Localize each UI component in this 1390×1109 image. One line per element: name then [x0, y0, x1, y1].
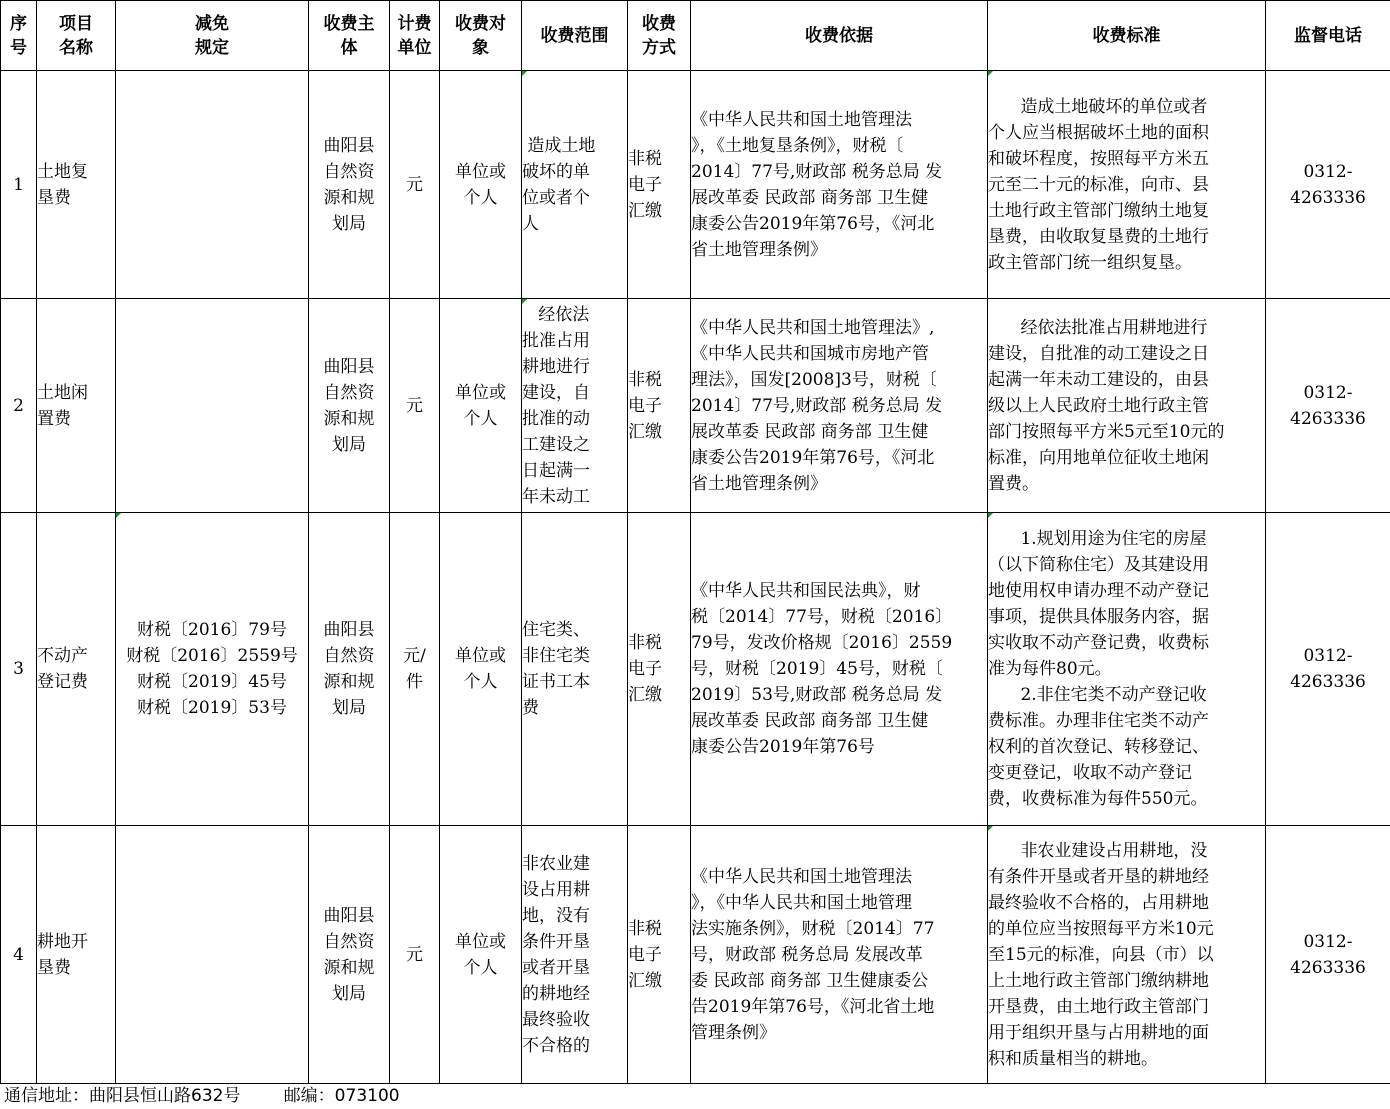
- row-standard: 经依法批准占用耕地进行 建设，自批准的动工建设之日 起满一年未动工建设的，由县 级以上人民政府土地行政主管 部门按照每平方米5元至10元的 标准，向用地单位征收土地闲 置费。: [988, 299, 1266, 513]
- header-method: 收费 方式: [628, 1, 691, 71]
- row-scope: 住宅类、 非住宅类 证书工本 费: [522, 513, 628, 826]
- table-row: [1, 826, 1390, 1084]
- header-name: 项目 名称: [37, 1, 116, 71]
- header-seq: 序 号: [1, 1, 37, 71]
- row-seq: 1: [1, 71, 37, 299]
- footer-postcode: 邮编：073100: [283, 1086, 400, 1106]
- cell-marker: [988, 71, 993, 76]
- row-basis: 《中华人民共和国土地管理法》, 《中华人民共和国城市房地产管 理法》，国发[2008]3号，财税〔 2014〕77号,财政部 税务总局 发 展改革委 民政部 商务部 卫生健 康委公告2019年第76号，《河北 省土地管理条例》: [691, 299, 988, 513]
- header-scope: 收费范围: [522, 1, 628, 71]
- row-target: 单位或 个人: [440, 299, 522, 513]
- row-collector: 曲阳县 自然资 源和规 划局: [309, 299, 390, 513]
- row-scope: 经依法 批准占用 耕地进行 建设，自 批准的动 工建设之 日起满一 年未动工: [522, 299, 628, 513]
- cell-marker: [988, 513, 993, 518]
- header-basis: 收费依据: [691, 1, 988, 71]
- row-target: 单位或 个人: [440, 71, 522, 299]
- header-collector: 收费主 体: [309, 1, 390, 71]
- cell-marker: [116, 513, 121, 518]
- row-name: 耕地开 垦费: [37, 826, 116, 1084]
- row-collector: 曲阳县 自然资 源和规 划局: [309, 71, 390, 299]
- row-seq: 2: [1, 299, 37, 513]
- row-method: 非税 电子 汇缴: [628, 299, 691, 513]
- row-basis: 《中华人民共和国民法典》，财 税〔2014〕77号，财税〔2016〕 79号，发改价格规〔2016〕2559 号，财税〔2019〕45号，财税〔 2019〕53号,财政部 税务总局 发 展改革委 民政部 商务部 卫生健 康委公告2019年第76号: [691, 513, 988, 826]
- row-seq: 4: [1, 826, 37, 1084]
- cell-marker: [988, 826, 993, 831]
- footer-address: 通信地址：曲阳县恒山路632号: [4, 1086, 241, 1106]
- row-method: 非税 电子 汇缴: [628, 513, 691, 826]
- header-relief: 减免 规定: [116, 1, 309, 71]
- header-standard: 收费标准: [988, 1, 1266, 71]
- row-relief: [116, 299, 309, 513]
- row-seq: 3: [1, 513, 37, 826]
- row-relief: [116, 71, 309, 299]
- row-scope: 非农业建 设占用耕 地，没有 条件开垦 或者开垦 的耕地经 最终验收 不合格的: [522, 826, 628, 1084]
- header-row: [1, 1, 1390, 71]
- row-phone: 0312-4263336: [1266, 71, 1390, 299]
- row-standard: 非农业建设占用耕地，没 有条件开垦或者开垦的耕地经 最终验收不合格的，占用耕地 的单位应当按照每平方米10元 至15元的标准，向县（市）以 上土地行政主管部门缴纳耕地 开垦费，由土地行政主管部门 用于组织开垦与占用耕地的面 积和质量相当的耕地。: [988, 826, 1266, 1084]
- header-target: 收费对 象: [440, 1, 522, 71]
- table-row: [1, 299, 1390, 513]
- row-relief: [116, 826, 309, 1084]
- row-target: 单位或 个人: [440, 826, 522, 1084]
- row-basis: 《中华人民共和国土地管理法 》，《土地复垦条例》，财税〔 2014〕77号,财政部 税务总局 发 展改革委 民政部 商务部 卫生健 康委公告2019年第76号，《河北 省土地管理条例》: [691, 71, 988, 299]
- row-target: 单位或 个人: [440, 513, 522, 826]
- table-row: [1, 513, 1390, 826]
- row-name: 土地复 垦费: [37, 71, 116, 299]
- header-unit: 计费 单位: [390, 1, 440, 71]
- footer: [4, 1084, 400, 1108]
- table-row: [1, 71, 1390, 299]
- row-phone: 0312-4263336: [1266, 513, 1390, 826]
- header-phone: 监督电话: [1266, 1, 1390, 71]
- row-phone: 0312-4263336: [1266, 299, 1390, 513]
- row-standard: 造成土地破坏的单位或者 个人应当根据破坏土地的面积 和破坏程度，按照每平方米五 元至二十元的标准，向市、县 土地行政主管部门缴纳土地复 垦费，由收取复垦费的土地行 政主管部门统一组织复垦。: [988, 71, 1266, 299]
- row-unit: 元: [390, 826, 440, 1084]
- row-relief: 财税〔2016〕79号 财税〔2016〕2559号 财税〔2019〕45号 财税〔2019〕53号: [116, 513, 309, 826]
- cell-marker: [522, 71, 527, 76]
- row-name: 不动产 登记费: [37, 513, 116, 826]
- row-scope: 造成土地 破坏的单 位或者个 人: [522, 71, 628, 299]
- row-standard: 1.规划用途为住宅的房屋 （以下简称住宅）及其建设用 地使用权申请办理不动产登记 事项，提供具体服务内容，据 实收取不动产登记费，收费标 准为每件80元。 2.非住宅类不动产登记收 费标准。办理非住宅类不动产 权利的首次登记、转移登记、 变更登记，收取不动产登记 费，收费标准为每件550元。: [988, 513, 1266, 826]
- row-phone: 0312-4263336: [1266, 826, 1390, 1084]
- row-method: 非税 电子 汇缴: [628, 826, 691, 1084]
- row-method: 非税 电子 汇缴: [628, 71, 691, 299]
- row-unit: 元: [390, 299, 440, 513]
- row-name: 土地闲 置费: [37, 299, 116, 513]
- row-basis: 《中华人民共和国土地管理法 》，《中华人民共和国土地管理 法实施条例》，财税〔2014〕77 号，财政部 税务总局 发展改革 委 民政部 商务部 卫生健康委公 告2019年第76号，《河北省土地 管理条例》: [691, 826, 988, 1084]
- row-unit: 元: [390, 71, 440, 299]
- cell-marker: [522, 299, 527, 304]
- row-collector: 曲阳县 自然资 源和规 划局: [309, 513, 390, 826]
- row-collector: 曲阳县 自然资 源和规 划局: [309, 826, 390, 1084]
- row-unit: 元/ 件: [390, 513, 440, 826]
